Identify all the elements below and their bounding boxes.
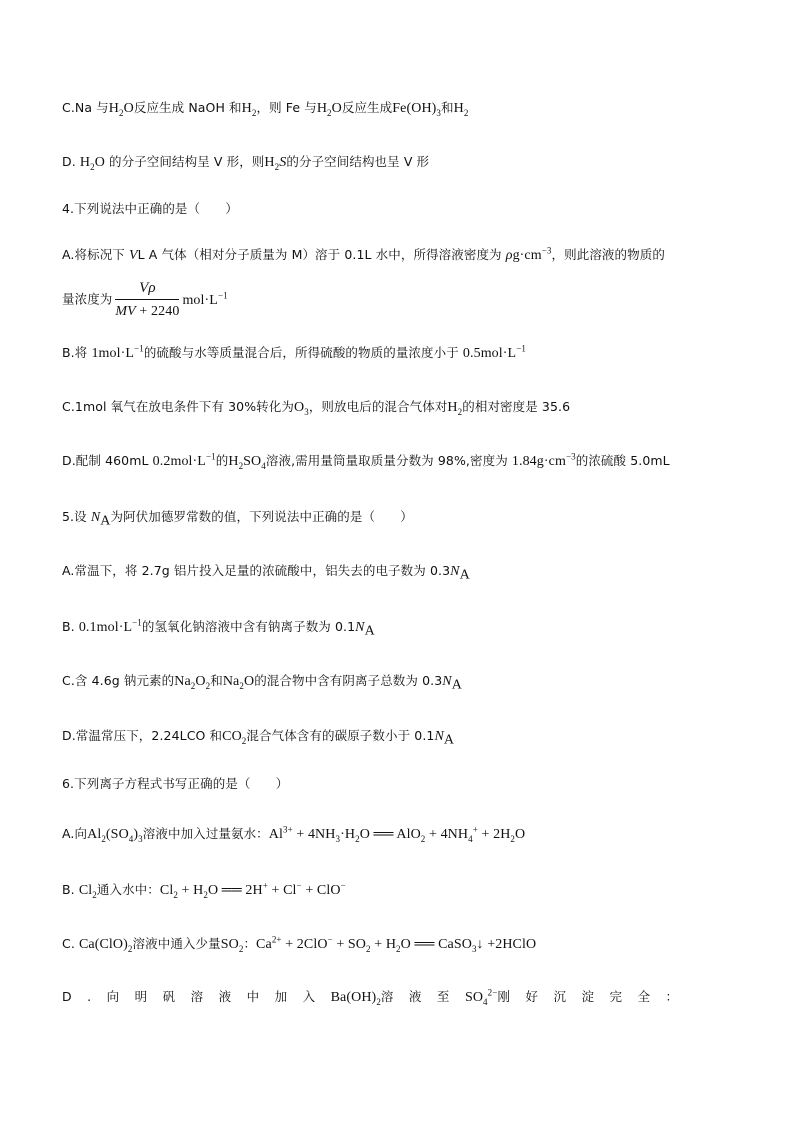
question-5-stem: 5.设 $N_A$为阿伏加德罗常数的值，下列说法中正确的是（ ） [62,509,413,529]
option-6D: D.向明矾溶液中加入$Ba(OH)_2$溶液至$SO_4^{2-}$刚好沉淀完全： [62,987,694,1007]
option-3C: C.Na 与$H_2O$反应生成 NaOH 和$H_2$，则 Fe 与$H_2O$反应生成$Fe(OH)_3$和$H_2$ [62,100,469,118]
option-5C: C.含 4.6g 钠元素的$Na_2O_2$和$Na_2O$的混合物中含有阴离子总数为 $0.3N_A$ [62,673,462,693]
option-4B: B.将 $1mol\cdot L^{-1}$的硫酸与水等质量混合后，所得硫酸的物质的量浓度小于 $0.5mol\cdot L^{-1}$ [62,343,526,361]
question-6-stem: 6.下列离子方程式书写正确的是（ ） [62,776,289,791]
option-4A-cont: 量浓度为 $\frac{V\rho}{MV + 2240}$ $mol\cdot L^{-1}$ [62,278,228,322]
option-4C: C.1mol 氧气在放电条件下有 30%转化为$O_3$，则放电后的混合气体对$H_2$的相对密度是 35.6 [62,399,571,417]
question-4-stem: 4.下列说法中正确的是（ ） [62,201,238,216]
option-5A: A.常温下，将 2.7g 铝片投入足量的浓硫酸中，铝失去的电子数为 $0.3N_A$ [62,563,470,583]
fraction: $\frac{V\rho}{MV + 2240}$ [115,280,180,319]
option-6B: B. $Cl_2$通入水中：$Cl_2 + H_2O$ ══ 2H+ + Cl− + ClO− [62,880,346,900]
option-5D: D.常温常压下，2.24LCO 和$CO_2$混合气体含有的碳原子数小于 $0.1N_A$ [62,728,455,748]
option-4A: A.将标况下 VL A 气体（相对分子质量为 M）溶于 0.1L 水中，所得溶液密度为 $\rho g\cdot cm^{-3}$，则此溶液的物质的 [62,245,665,263]
option-6A: A.向$Al_2(SO_4)_3$溶液中加入过量氨水：$Al^{3+} + 4NH_3\cdot H_2O$ ══ $AlO_2 + 4NH_4^+ + 2H_2O$ [62,824,526,844]
option-3D: D. $H_2O$ 的分子空间结构呈 V 形，则$H_2S$的分子空间结构也呈 V 形 [62,154,430,172]
option-6C: C. $Ca(ClO)_2$溶液中通入少量$SO_2$：$Ca^{2+} + 2ClO^- + SO_2 + H_2O$ ══ CaSO$_3$↓ +2HClO [62,934,537,954]
option-5B: B. $0.1mol\cdot L^{-1}$的氢氧化钠溶液中含有钠离子数为 $0.1N_A$ [62,617,375,639]
option-4D: D.配制 460mL $0.2mol\cdot L^{-1}$的$H_2SO_4$溶液,需用量筒量取质量分数为 98%,密度为 $1.84g\cdot cm^{-3}$的浓硫酸 5.0mL [62,451,670,471]
